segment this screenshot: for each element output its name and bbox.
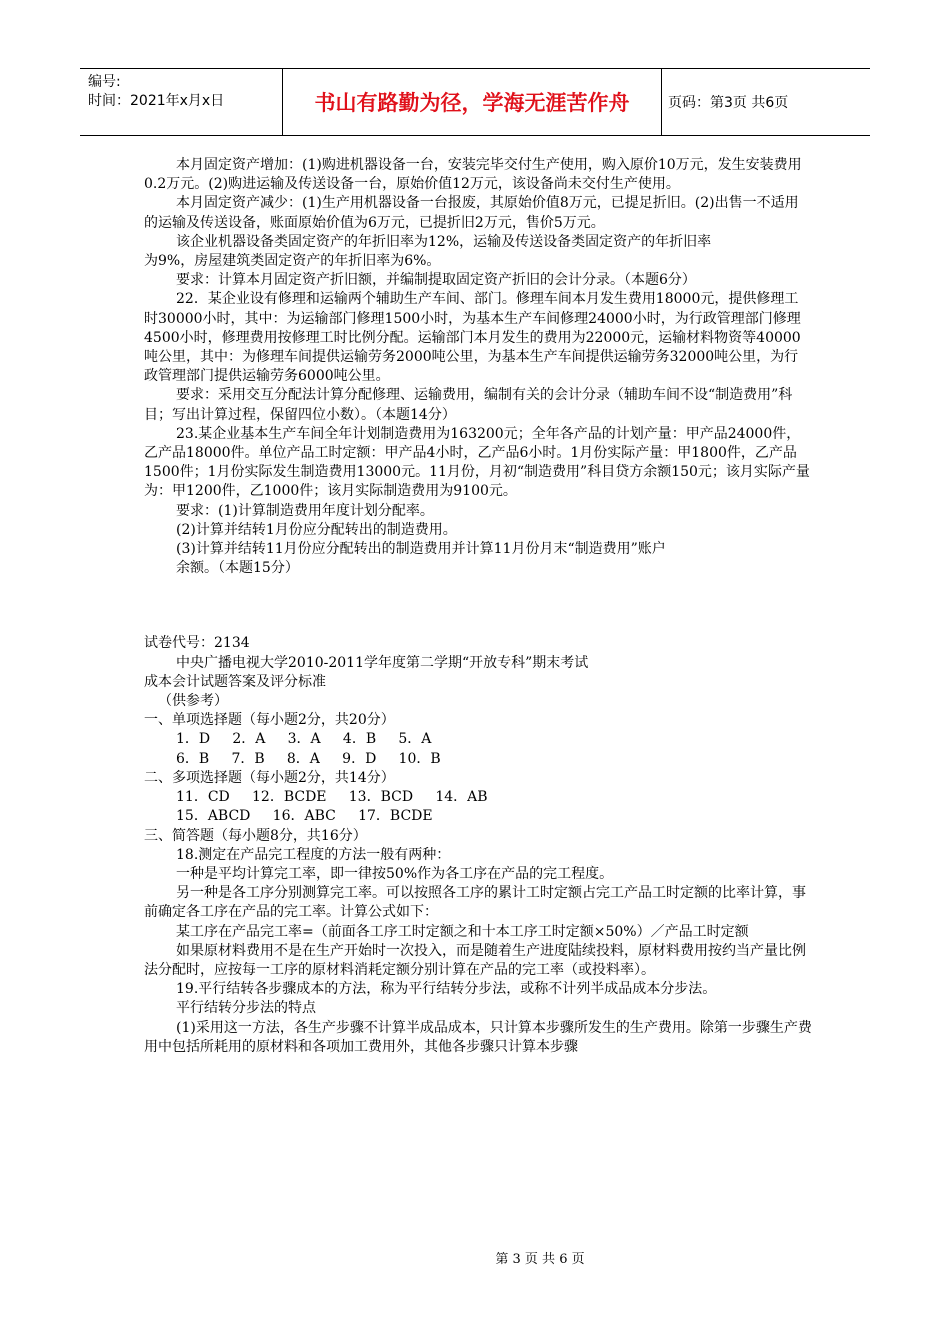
answer-title: 成本会计试题答案及评分标准 [144, 673, 326, 690]
paragraph: 要求：(1)计算制造费用年度计划分配率。 [176, 502, 434, 519]
paragraph: 该企业机器设备类固定资产的年折旧率为12%，运输及传送设备类固定资产的年折旧率 [176, 233, 712, 250]
header-page-label: 页码：第3页 共6页 [668, 95, 789, 111]
section-heading: 三、简答题（每小题8分，共16分） [144, 827, 367, 844]
paragraph: (3)计算并结转11月份应分配转出的制造费用并计算11月份月末“制造费用”账户 [176, 541, 666, 558]
paragraph: 为9%，房屋建筑类固定资产的年折旧率为6%。 [144, 253, 441, 270]
answer-row: 6．B 7．B 8．A 9．D 10．B [176, 750, 441, 767]
answer-row: 1．D 2．A 3．A 4．B 5．A [176, 731, 432, 748]
answer-row: 15．ABCD 16．ABC 17．BCDE [176, 808, 433, 825]
page-footer [0, 1248, 950, 1267]
spacer [144, 578, 812, 634]
paragraph: (1)采用这一方法，各生产步骤不计算半成品成本，只计算本步骤所发生的生产费用。除第一步骤生产费用中包括所耗用的原材料和各项加工费用外，其他各步骤只计算本步骤 [144, 1019, 812, 1055]
formula: 某工序在产品完工率=（前面各工序工时定额之和十本工序工时定额×50%）／产品工时定额 [176, 923, 749, 940]
paragraph: 另一种是各工序分别测算完工率。可以按照各工序的累计工时定额占完工产品工时定额的比率计算，事前确定各工序在产品的完工率。计算公式如下： [144, 885, 806, 921]
footer-page-number: 第 3 页 共 6 页 [495, 1252, 585, 1267]
paragraph: (2)计算并结转1月份应分配转出的制造费用。 [176, 521, 457, 538]
paragraph: 如果原材料费用不是在生产开始时一次投入，而是随着生产进度陆续投料，原材料费用按约当产量比例法分配时，应按每一工序的原材料消耗定额分别计算在产品的完工率（或投料率）。 [144, 942, 806, 978]
question-23: 23.某企业基本生产车间全年计划制造费用为163200元；全年各产品的计划产量：甲产品24000件，乙产品18000件。单位产品工时定额：甲产品4小时，乙产品6小时。1月份实际产量：甲1800件，乙产品1500件；1月份实际发生制造费用13000元。11月份，月初“制造费用”科目贷方余额150元；该月实际产量为：甲1200件，乙1000件；该月实际制造费用为9100元。 [144, 425, 810, 500]
number-label: 编号: [88, 74, 121, 90]
exam-title: 中央广播电视大学2010-2011学年度第二学期“开放专科”期末考试 [176, 654, 589, 671]
exam-code: 试卷代号：2134 [144, 635, 250, 652]
header-meta [88, 69, 288, 135]
section-heading: 一、单项选择题（每小题2分，共20分） [144, 712, 395, 729]
paragraph: 余额。（本题15分） [176, 560, 299, 577]
paragraph: 19.平行结转各步骤成本的方法，称为平行结转分步法，或称不计列半成品成本分步法。 [176, 981, 717, 998]
section-heading: 二、多项选择题（每小题2分，共14分） [144, 769, 395, 786]
paragraph: 要求：采用交互分配法计算分配修理、运输费用，编制有关的会计分录（辅助车间不设“制造费用”科目；写出计算过程，保留四位小数）。（本题14分） [144, 387, 793, 423]
reference-note: （供参考） [158, 693, 228, 710]
paragraph: 本月固定资产增加：(1)购进机器设备一台，安装完毕交付生产使用，购入原价10万元，发生安装费用0.2万元。(2)购进运输及传送设备一台，原始价值12万元，该设备尚未交付生产使用。 [144, 157, 802, 193]
paragraph: 18.测定在产品完工程度的方法一般有两种： [176, 846, 451, 863]
document-body [144, 156, 812, 1057]
paragraph: 要求：计算本月固定资产折旧额，并编制提取固定资产折旧的会计分录。（本题6分） [176, 272, 696, 289]
question-22: 22．某企业设有修理和运输两个辅助生产车间、部门。修理车间本月发生费用18000元，提供修理工时30000小时，其中：为运输部门修理1500小时，为基本生产车间修理24000小时，为行政管理部门修理4500小时，修理费用按修理工时比例分配。运输部门本月发生的费用为22000元，运输材料物资等40000吨公里，其中：为修理车间提供运输劳务2000吨公里，为基本生产车间提供运输劳务32000吨公里，为行政管理部门提供运输劳务6000吨公里。 [144, 291, 801, 385]
paragraph: 一种是平均计算完工率，即一律按50%作为各工序在产品的完工程度。 [176, 865, 614, 882]
page-header [80, 68, 870, 136]
answer-row: 11．CD 12．BCDE 13．BCD 14．AB [176, 789, 488, 806]
paragraph: 平行结转分步法的特点 [176, 1000, 316, 1017]
paragraph: 本月固定资产减少：(1)生产用机器设备一台报废，其原始价值8万元，已提足折旧。(2)出售一不适用的运输及传送设备，账面原始价值为6万元，已提折旧2万元，售价5万元。 [144, 195, 799, 231]
time-label: 时间：2021年x月x日 [88, 93, 225, 109]
header-motto: 书山有路勤为径，学海无涯苦作舟 [282, 69, 662, 135]
